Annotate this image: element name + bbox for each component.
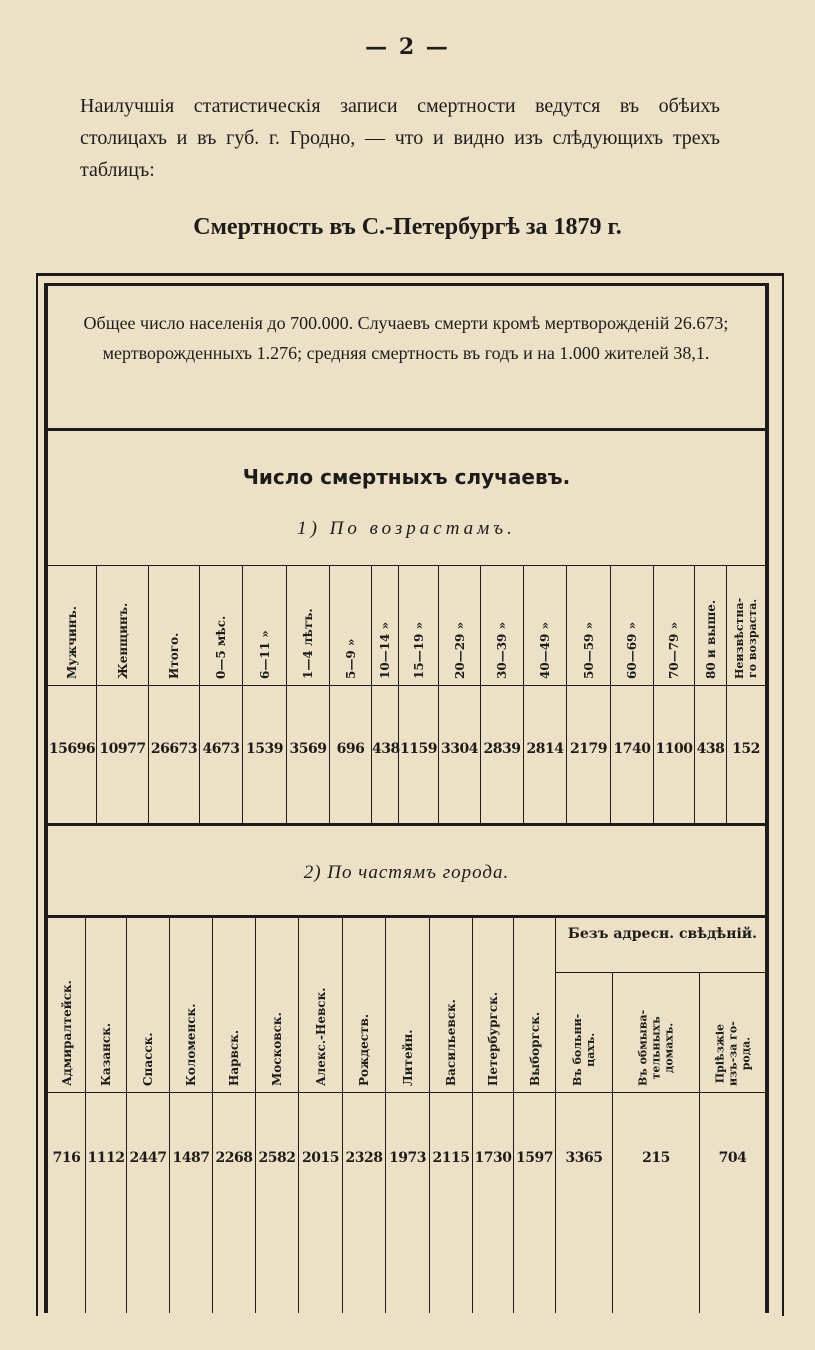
age-column (654, 566, 695, 823)
district-header: Въ больни- цахъ. (571, 1013, 597, 1086)
age-column (481, 566, 524, 823)
age-header: 30—39 » (495, 621, 509, 679)
age-column (399, 566, 439, 823)
district-value: 2015 (302, 1150, 339, 1166)
age-value: 438 (372, 741, 400, 757)
district-column (430, 916, 473, 1313)
age-header: 10—14 » (378, 621, 392, 679)
age-column (243, 566, 287, 823)
age-value: 3304 (441, 741, 478, 757)
district-column (213, 916, 256, 1313)
age-header: 20—29 » (452, 621, 467, 679)
age-value: 10977 (99, 741, 146, 757)
section-district-title: 2) По частямъ города. (303, 862, 510, 883)
age-header: Итого. (167, 632, 181, 679)
age-column (611, 566, 654, 823)
district-header: Московск. (270, 1012, 284, 1086)
page-number: — 2 — (365, 34, 450, 60)
district-value: 2582 (258, 1150, 296, 1166)
district-column (170, 916, 213, 1313)
age-header: 15—19 » (411, 621, 426, 679)
age-column (287, 566, 330, 823)
district-column (299, 916, 343, 1313)
district-column (86, 916, 127, 1313)
age-value: 1100 (655, 741, 693, 757)
district-value: 2115 (432, 1150, 470, 1166)
age-header: Мужчинъ. (65, 606, 79, 679)
district-value: 2447 (129, 1150, 167, 1166)
age-column (439, 566, 481, 823)
district-value: 704 (718, 1150, 747, 1166)
summary-divider (44, 428, 769, 431)
no-address-header: Безъ адресн. свѣдѣній. (567, 926, 758, 942)
table-heading: Смертность въ С.-Петербургѣ за 1879 г. (193, 214, 622, 240)
district-header: Пріѣзжіе изъ-за го- рода. (713, 1021, 752, 1086)
age-header: 70—79 » (667, 621, 681, 679)
age-column (330, 566, 372, 823)
age-column (200, 566, 243, 823)
district-value: 1973 (389, 1150, 426, 1166)
district-header: Нарвск. (227, 1030, 241, 1086)
age-header: Женщинъ. (115, 602, 130, 679)
age-column (524, 566, 567, 823)
district-header: Казанск. (99, 1022, 113, 1086)
table-inner-top-border (44, 283, 769, 286)
age-value: 696 (336, 741, 365, 757)
district-column (473, 916, 514, 1313)
age-value: 1740 (613, 741, 651, 757)
district-header: Алекс.-Невск. (313, 987, 328, 1086)
age-header: Неизвѣстна- го возраста. (733, 597, 759, 679)
age-value: 1159 (400, 741, 437, 757)
district-value: 1597 (516, 1150, 553, 1166)
age-header: 60—69 » (625, 621, 639, 679)
district-header: Адмиралтейск. (59, 980, 74, 1086)
age-value: 2814 (526, 741, 564, 757)
age-header: 50—59 » (581, 621, 596, 679)
section-age-title: 1) По возрастамъ. (297, 518, 516, 539)
age-header: 0—5 мѣс. (214, 615, 228, 679)
age-value: 1539 (246, 741, 283, 757)
district-column (556, 973, 613, 1313)
district-column (256, 916, 299, 1313)
population-summary: Общее число населенія до 700.000. Случаевъ смерти кромѣ мертворожденій 26.673; мертворожденныхъ 1.276; средняя смертность въ годъ и на 1.000 жителей 38,1. (83, 313, 729, 363)
age-column (149, 566, 200, 823)
district-column (127, 916, 170, 1313)
age-column (97, 566, 149, 823)
age-column (372, 566, 399, 823)
district-column (343, 916, 386, 1313)
table-inner-right-border (765, 283, 769, 1313)
age-column (695, 566, 727, 823)
age-column (567, 566, 611, 823)
district-header: Въ обмыва- тельныхъ домахъ. (636, 1009, 676, 1086)
district-value: 716 (52, 1150, 81, 1166)
age-header: 6—11 » (257, 630, 272, 679)
age-value: 438 (696, 741, 725, 757)
age-header: 40—49 » (538, 621, 552, 679)
district-column (48, 916, 86, 1313)
district-column (700, 973, 765, 1313)
age-header: 1—4 лѣтъ. (301, 608, 315, 679)
district-value: 1487 (172, 1150, 210, 1166)
deaths-heading: Число смертныхъ случаевъ. (242, 465, 571, 489)
age-column (48, 566, 97, 823)
district-header: Петербургск. (486, 991, 500, 1086)
age-value: 3569 (289, 741, 327, 757)
district-column (386, 916, 430, 1313)
district-column (514, 916, 556, 1313)
district-header: Литейн. (400, 1029, 415, 1086)
district-value: 2328 (345, 1150, 383, 1166)
age-value: 2179 (570, 741, 607, 757)
district-header: Спасск. (141, 1032, 155, 1086)
district-header: Васильевск. (444, 999, 458, 1086)
district-header: Выборгск. (527, 1011, 542, 1086)
age-value: 4673 (202, 741, 240, 757)
age-header: 80 и выше. (703, 599, 718, 679)
age-value: 26673 (150, 741, 198, 757)
district-header: Коломенск. (184, 1003, 198, 1086)
district-value: 1730 (474, 1150, 512, 1166)
district-value: 3365 (565, 1150, 603, 1166)
district-value: 2268 (215, 1150, 253, 1166)
intro-paragraph: Наилучшія статистическія записи смертности ведутся въ обѣихъ столицахъ и въ губ. г. Гродно, — что и видно изъ слѣдующихъ трехъ таблицъ: (80, 95, 720, 181)
age-value: 15696 (48, 741, 96, 757)
age-table-bottom-line (44, 823, 769, 826)
district-column (613, 973, 700, 1313)
age-value: 2839 (483, 741, 521, 757)
district-header: Рождеств. (357, 1013, 371, 1086)
age-header: 5—9 » (343, 638, 358, 679)
district-value: 215 (642, 1150, 670, 1166)
age-value: 152 (732, 741, 760, 757)
district-value: 1112 (87, 1150, 125, 1166)
age-column (727, 566, 765, 823)
